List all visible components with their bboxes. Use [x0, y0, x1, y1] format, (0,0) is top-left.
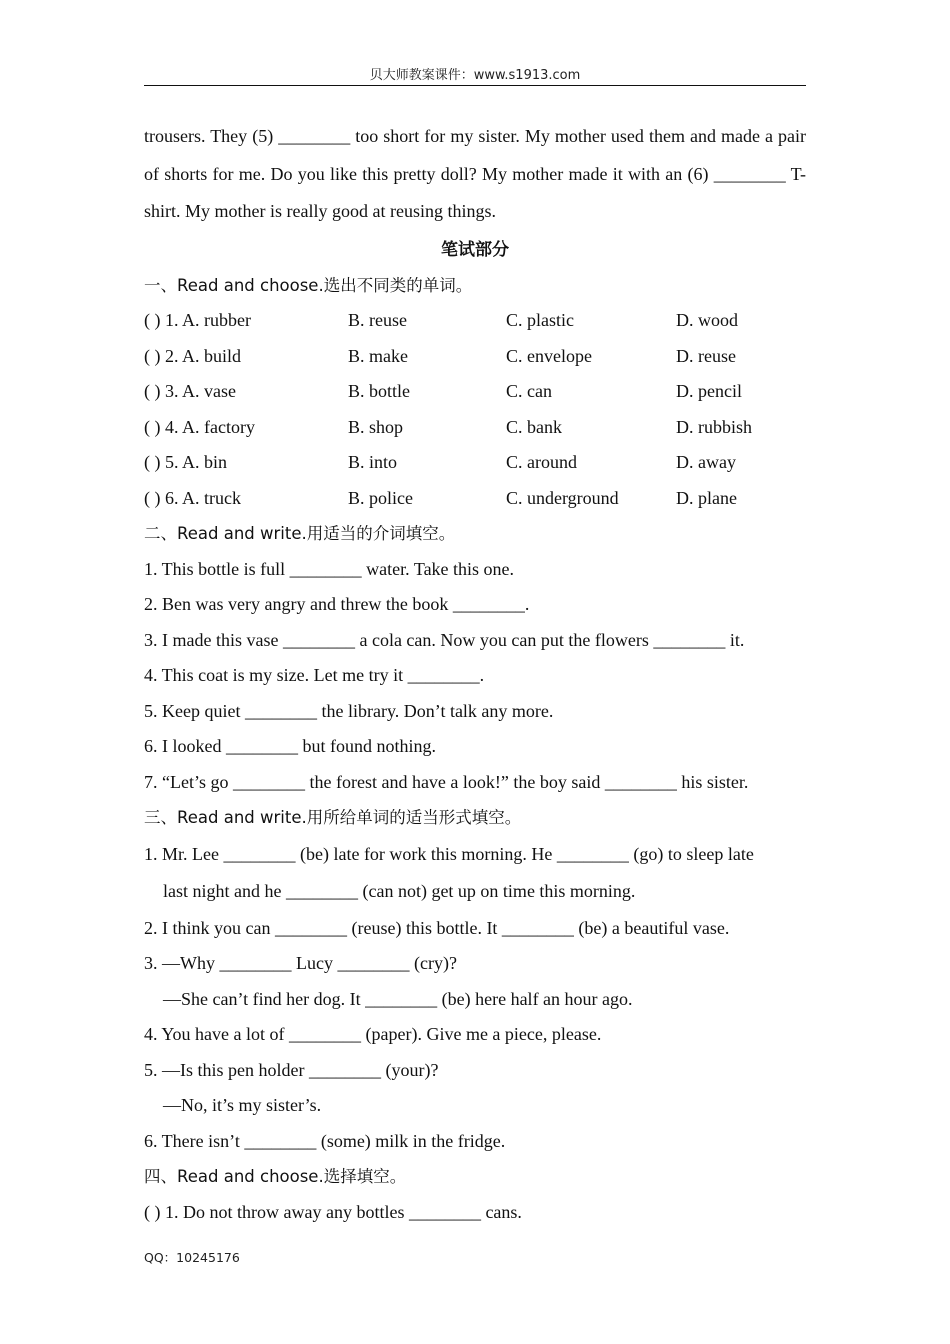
form-item-3-line2: —She can’t find her dog. It ________ (be) here half an hour ago. — [163, 988, 633, 1009]
option-c: C. underground — [506, 487, 619, 508]
part2-heading-cn: 用适当的介词填空。 — [306, 524, 456, 543]
option-c: C. around — [506, 452, 577, 472]
form-item-6: 6. There isn’t ________ (some) milk in the fridge. — [144, 1130, 506, 1151]
option-a: ( ) 4. A. factory — [144, 416, 255, 437]
fill-item-4: 4. This coat is my size. Let me try it ________. — [144, 665, 485, 685]
mc-question-6 — [144, 481, 806, 517]
part2-heading — [144, 516, 806, 552]
mc-question-2 — [144, 339, 806, 375]
mc-question-4 — [144, 410, 806, 446]
part3-heading-cn: 用所给单词的适当形式填空。 — [306, 808, 522, 827]
option-d: D. wood — [676, 310, 738, 330]
part3-heading — [144, 800, 806, 836]
option-a: ( ) 2. A. build — [144, 345, 241, 366]
option-a: ( ) 1. A. rubber — [144, 310, 251, 330]
option-d: D. pencil — [676, 381, 742, 401]
option-d: D. away — [676, 452, 736, 472]
option-c: C. bank — [506, 416, 562, 437]
option-a: ( ) 5. A. bin — [144, 452, 227, 472]
part4-heading-cn: 选择填空。 — [323, 1167, 407, 1186]
option-b: B. police — [348, 487, 413, 508]
part4-heading — [144, 1159, 806, 1195]
option-d: D. plane — [676, 487, 737, 508]
option-d: D. reuse — [676, 345, 736, 366]
form-item-1-line2: last night and he ________ (can not) get up on time this morning. — [163, 881, 636, 901]
form-item-3-line1: 3. —Why ________ Lucy ________ (cry)? — [144, 953, 457, 973]
mc-question-3 — [144, 374, 806, 410]
option-c: C. can — [506, 381, 552, 401]
form-item-1-line1: 1. Mr. Lee ________ (be) late for work this morning. He ________ (go) to sleep late — [144, 843, 754, 864]
part1-heading-cn: 选出不同类的单词。 — [323, 275, 473, 295]
option-d: D. rubbish — [676, 416, 752, 437]
option-b: B. reuse — [348, 310, 407, 330]
worksheet-content — [144, 118, 806, 1230]
fill-item-1: 1. This bottle is full ________ water. Take this one. — [144, 558, 515, 579]
form-item-5-line2: —No, it’s my sister’s. — [163, 1095, 322, 1115]
fill-item-5: 5. Keep quiet ________ the library. Don’t talk any more. — [144, 700, 554, 721]
part4-heading-en: 四、Read and choose. — [144, 1167, 324, 1186]
option-b: B. make — [348, 345, 408, 366]
mc-question-5 — [144, 445, 806, 481]
option-a: ( ) 3. A. vase — [144, 381, 236, 401]
page-header: 贝大师教案课件：www.s1913.com — [369, 68, 581, 83]
fill-item-2: 2. Ben was very angry and threw the book ________. — [144, 594, 530, 614]
form-item-2: 2. I think you can ________ (reuse) this bottle. It ________ (be) a beautiful vase. — [144, 917, 730, 938]
part2-heading-en: 二、Read and write. — [144, 524, 307, 543]
option-c: C. plastic — [506, 310, 574, 330]
reading-passage: trousers. They (5) ________ too short for my sister. My mother used them and made a pair of shorts for me. Do you like this pretty doll? My mother made it with an (6) ________ T-shirt. My mother is really good at reusing things. — [144, 126, 806, 221]
mc-question-1 — [144, 303, 806, 339]
form-item-4: 4. You have a lot of ________ (paper). Give me a piece, please. — [144, 1024, 602, 1044]
option-b: B. bottle — [348, 381, 410, 401]
part1-heading — [144, 268, 806, 304]
choice-item-1: ( ) 1. Do not throw away any bottles ________ cans. — [144, 1201, 522, 1222]
part1-heading-en: 一、Read and choose. — [144, 275, 324, 295]
part3-heading-en: 三、Read and write. — [144, 808, 307, 827]
option-b: B. shop — [348, 416, 404, 437]
section-title-written: 笔试部分 — [441, 239, 509, 260]
option-a: ( ) 6. A. truck — [144, 487, 241, 508]
fill-item-6: 6. I looked ________ but found nothing. — [144, 736, 436, 756]
header-rule — [144, 85, 806, 86]
form-item-5-line1: 5. —Is this pen holder ________ (your)? — [144, 1059, 439, 1080]
fill-item-3: 3. I made this vase ________ a cola can. Now you can put the flowers ________ it. — [144, 629, 745, 650]
fill-item-7: 7. “Let’s go ________ the forest and have a look!” the boy said ________ his sister. — [144, 771, 749, 792]
page-footer: QQ：10245176 — [144, 1250, 240, 1265]
option-c: C. envelope — [506, 345, 592, 366]
option-b: B. into — [348, 452, 398, 472]
